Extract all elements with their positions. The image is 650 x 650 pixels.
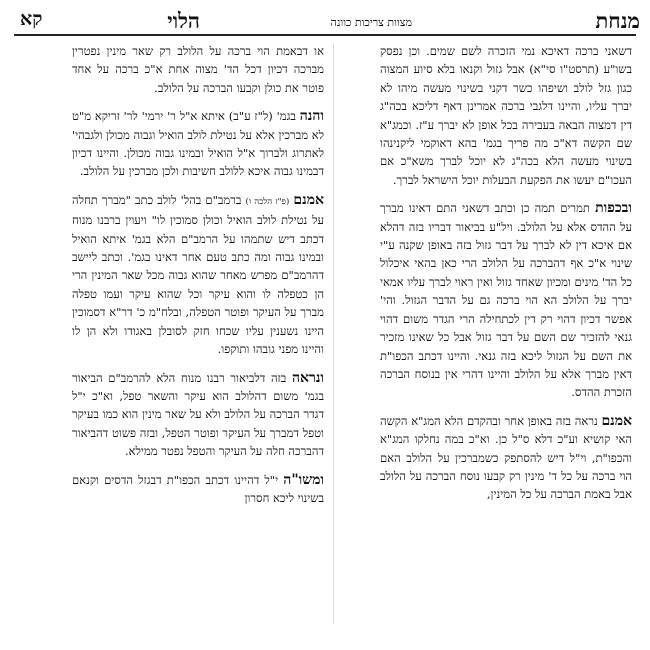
paragraph — [72, 369, 324, 461]
paragraph — [72, 191, 324, 359]
book-title-left: הלוי — [167, 8, 200, 33]
header-rule — [14, 34, 636, 36]
lead-word: אמנם — [293, 191, 324, 208]
paragraph — [380, 42, 632, 189]
paragraph-text: בגמ' (ל"ז ע"ב) איתא א"ל ר' ירמי' לר' זריקא מ"ט לא מברכין אלא על נטילת לולב הואיל וגבוה מכולן ולגבהי' לאתרוג ולברוך א"ל הואיל ובמינו גבוה מכולן. והיינו דכיון דבמינו גבוה איכא ללולב חשיבות ולכן מברכין על הלולב. — [72, 109, 324, 179]
lead-word: והנה — [299, 108, 324, 125]
paragraph-text: דשאני ברכה דאיכא נמי הזכרה לשם שמים. וכן נפסק בשו"ע (תרסט"ו סי"א) אבל גזול וקנאו בלא סיוע המצוה כגון גזל לולב ושיפהו כשר דקני בשינוי מעשה מיהו לא יברך עליו, והיינו דלגבי ברכה אמרינן דאף דליכא בכה"ג דין דמצוה הבאה בעבירה בכל אופן לא יברך ע"ז. וכמג"א שם הקשה דא"כ מה פריך בגמ' בהא דאוקמי ליקנינהו בשינוי מעשה הלא בכה"ג לא יוכל לברך משא"כ אם העכו"ם יעשו את הפקעת הבעלות יוכל הישראל לברך. — [380, 44, 632, 187]
paragraph — [380, 199, 632, 401]
lead-word: אמנם — [601, 412, 632, 429]
paragraph-text: ברמב"ם בהל' לולב כתב "מברך תחלה על נטילת לולב הואיל וכולן סמוכין לו" ויעוין ברבנו מנוח דכתב דיש שתמהו על הרמב"ם הלא בגמ' איתא הואיל ובמינו גבוה ומה כתב טעם אחר דאינו בגמ'. וכתב ליישב דהרמב"ם מפרש מאחר שהוא גבוה מכל שאר המינין הרי הן כטפלה לו והוא עיקר וכל שהוא עיקר ועמו טפלה מברך על העיקר ופוטר הטפלה, ובלח"מ כ' דר"א דסמוכין היינו נשענין עליו שכחו חזק לסובלן באגודו ולא הן לו והיינו מפני גובהו ותוקפו. — [72, 192, 324, 357]
paragraph — [380, 412, 632, 504]
column-gutter — [333, 44, 334, 624]
paragraph-text: י"ל דהיינו דכתב הכפו"ת דבגזל הדסים וקנאם בשינוי ליכא חסרון — [72, 472, 324, 505]
paragraph-text: או דבאמת הוי ברכה על הלולב רק שאר מינין נפטרין מברכה דכיון דכל הד' מצוה אחת א"כ ברכה על אחד פוטר את כולן וקבעו הברכה על הלולב. — [72, 44, 324, 95]
page-number: קא — [20, 8, 43, 30]
page-header — [10, 8, 640, 36]
paragraph — [72, 471, 324, 508]
section-title: מצוות צריכות כוונה — [330, 16, 412, 29]
paragraph-text: בזה דלביאור רבנו מנוח הלא להרמב"ם הביאור בגמ' משום דהלולב הוא עיקר והשאר טפל, וא"כ י"ל דגדר הברכה על הלולב ולא על שאר מינין הוא כמו בעיקר וטפל דמברך על העיקר ופוטר הטפל, ובזה פשוט דהביאור דהברכה חלה על העיקר והטפל נפטר ממילא. — [72, 370, 324, 459]
lead-word: ובכפות — [595, 200, 632, 217]
right-column — [380, 42, 632, 640]
lead-word: ומשו"ה — [283, 471, 324, 488]
source-citation: (פ"ז הלכה ו) — [245, 196, 290, 207]
paragraph-text: נראה בזה באופן אחר ובהקדם הלא המג"א הקשה האי קושיא וע"כ דלא ס"ל כן. וא"כ במה נחלקו המג"א והכפו"ת, וי"ל דיש להסתפק כשמברכין על הלולב האם הוי ברכה על כל ד' מינין רק קבעו נוסח הברכה על הלולב אבל באמת הברכה על כל המינין, — [380, 413, 632, 502]
paragraph — [72, 42, 324, 97]
book-title-right: מנחת — [595, 8, 640, 33]
paragraph — [72, 107, 324, 181]
left-column — [72, 42, 324, 640]
paragraph-text: תמרים תמה כן וכתב דשאני התם דאינו מברך על ההדס אלא על הלולב. ויל"ע בביאור דבריו בזה דהלא אם איכא דין לא לברך על דבר גזול בזה באופן שקנה ע"י שינוי א"כ אף דהברכה על הלולב הרי כאן בהאי איכלול כל הד' מינים ומכיון שאחד גזול ואין ראוי לברך עליו אמאי יברך על הלולב הא הוי ברכה גם על הדבר הגזול. והי' אפשר דכיון דהוי רק דין לכתחילה הרי הגדר משום דהוי גנאי להזכיר שם השם על דבר גזול אבל כל שאינו מזכיר את השם על הגזול ליכא בזה גנאי. והיינו דכתב הכפו"ת דאין מברך אלא על הלולב והיינו דהרי אין בנוסח הברכה הזכרת ההדס. — [380, 201, 632, 400]
lead-word: ונראה — [291, 369, 324, 386]
